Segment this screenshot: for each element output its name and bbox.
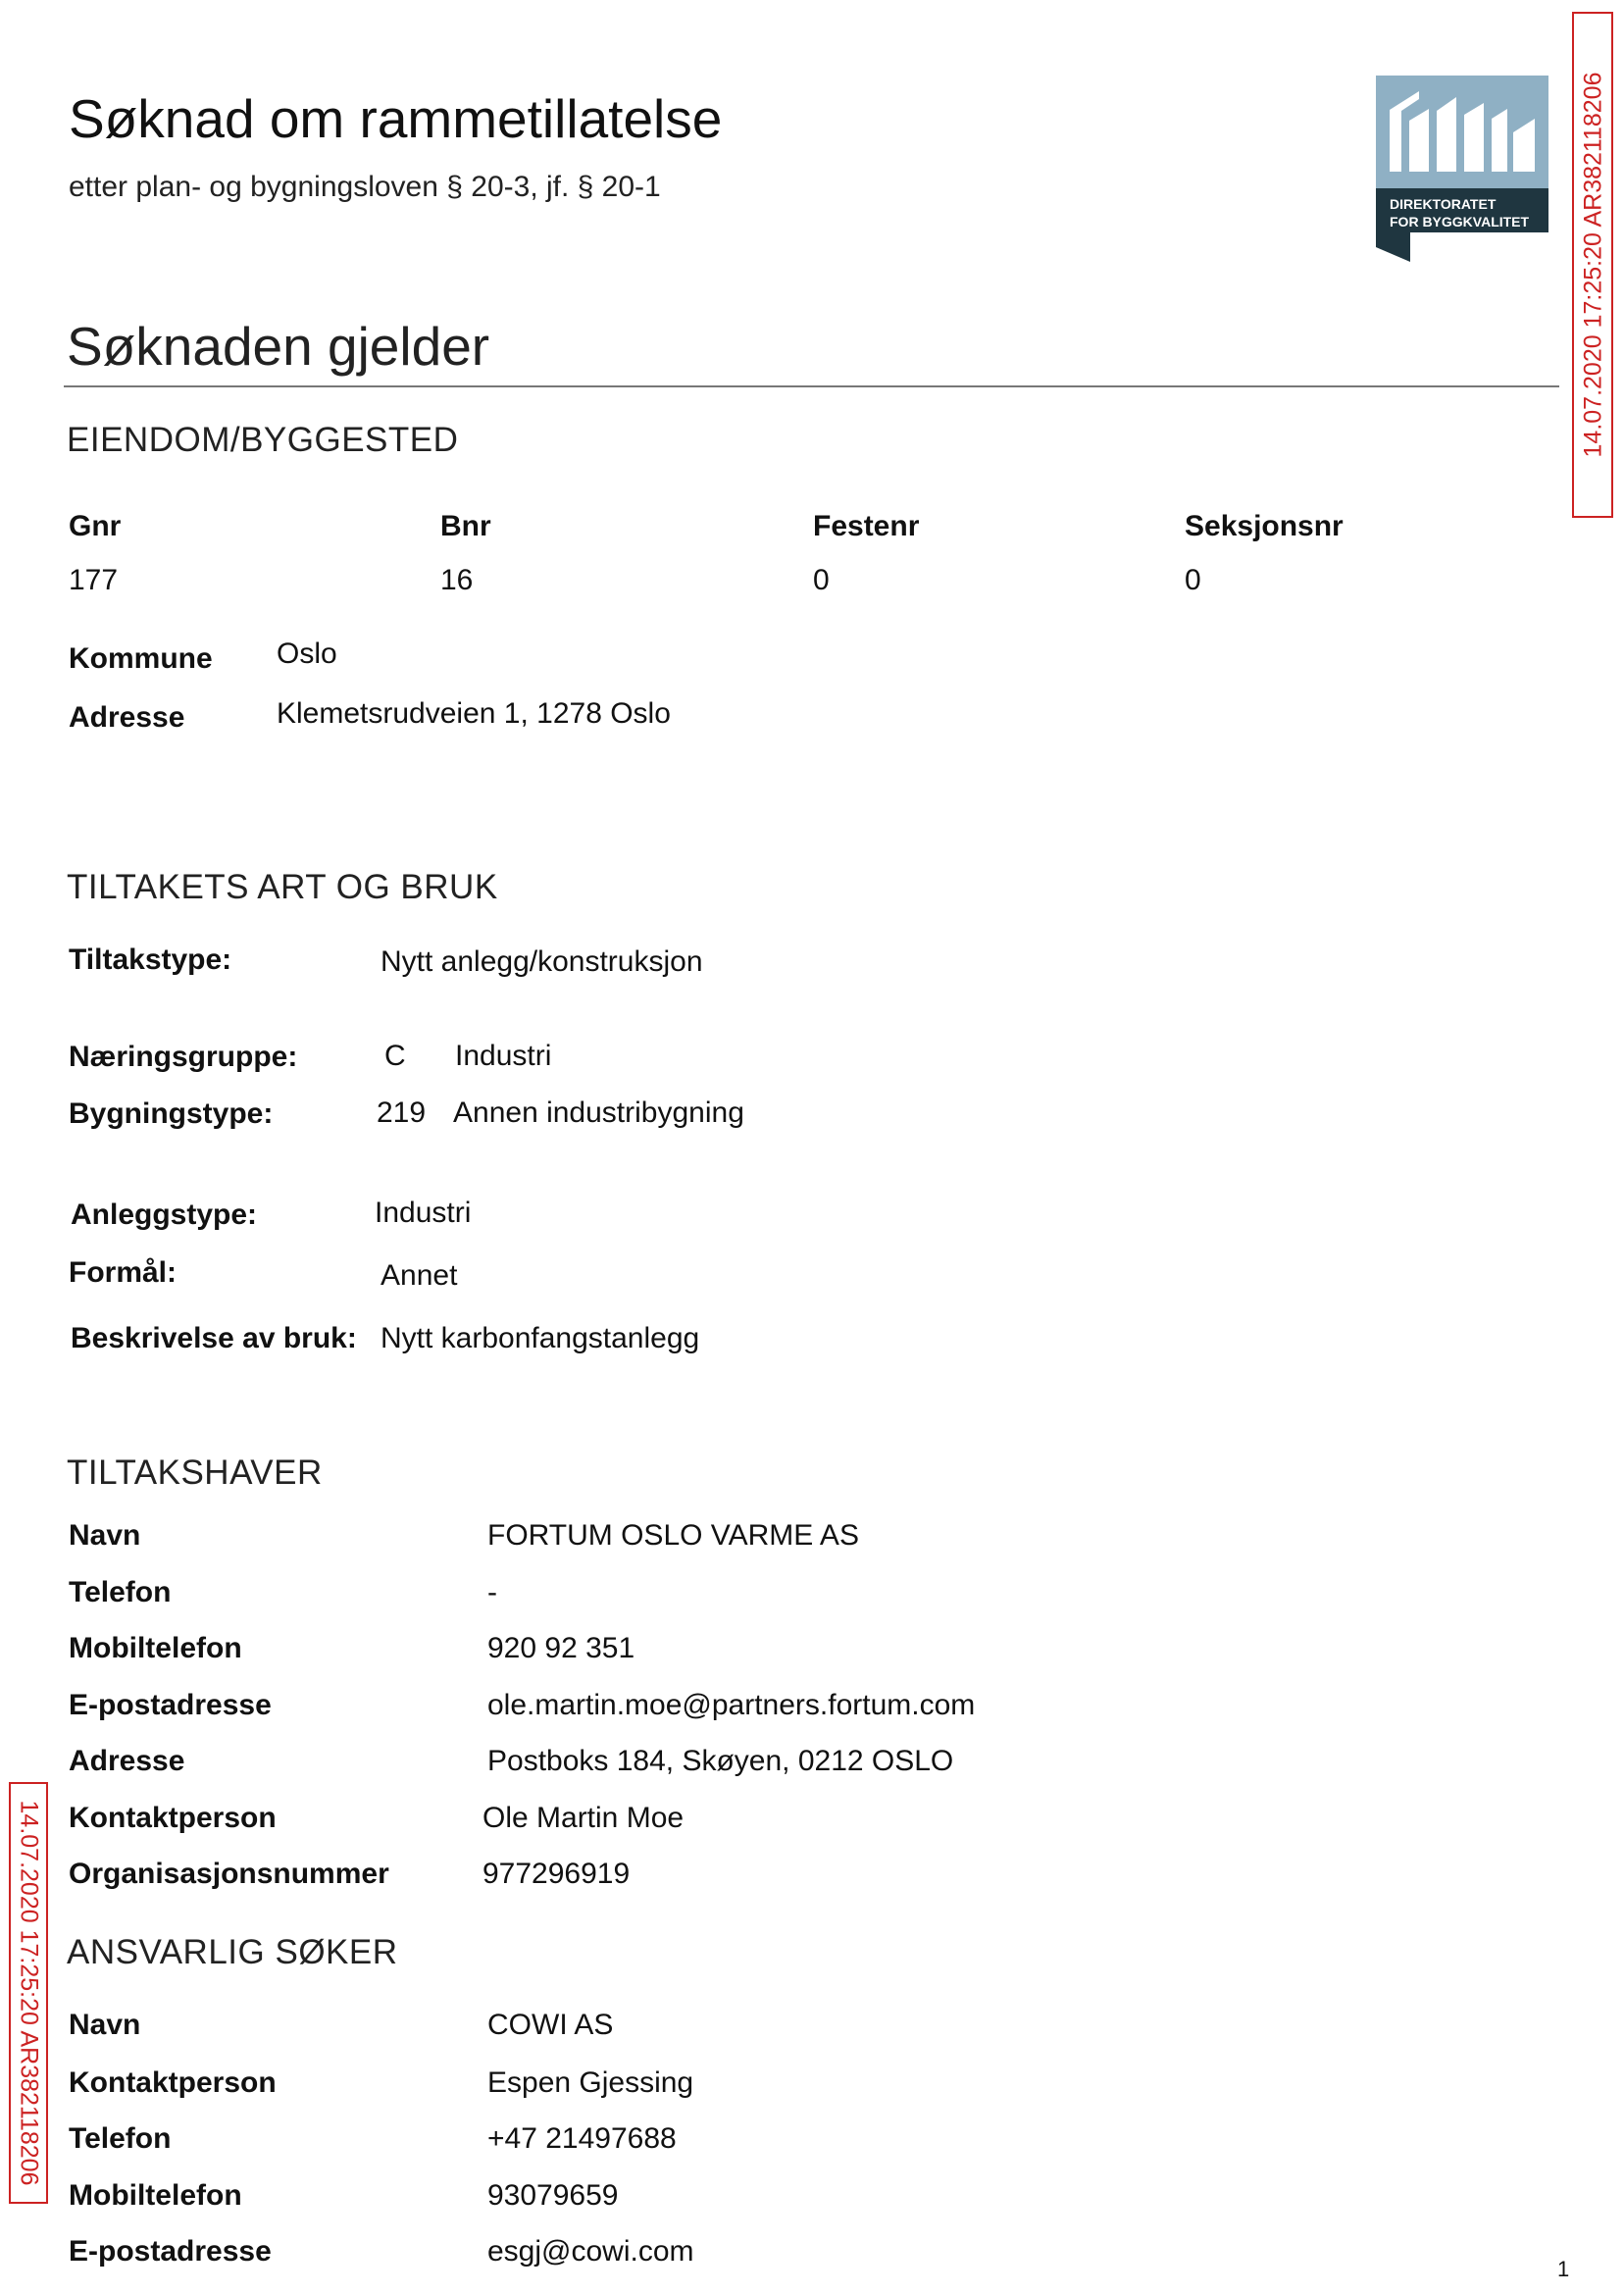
soker-epost-label: E-postadresse	[69, 2235, 272, 2268]
tiltakshaver-mobil-label: Mobiltelefon	[69, 1632, 242, 1664]
tiltakshaver-mobil-value: 920 92 351	[487, 1632, 635, 1664]
adresse-label: Adresse	[69, 701, 185, 734]
tiltakshaver-heading: TILTAKSHAVER	[67, 1453, 323, 1492]
naeringsgruppe-code: C	[384, 1040, 406, 1072]
formaal-value: Annet	[381, 1259, 458, 1292]
section-divider	[64, 385, 1559, 387]
stamp-text: 14.07.2020 17:25:20 AR382118206	[15, 1800, 42, 2186]
gnr-label: Gnr	[69, 510, 122, 542]
tiltakshaver-navn-value: FORTUM OSLO VARME AS	[487, 1519, 859, 1552]
document-subtitle: etter plan- og bygningsloven § 20-3, jf. § 20-1	[69, 171, 661, 203]
bnr-value: 16	[440, 564, 474, 596]
soker-telefon-value: +47 21497688	[487, 2122, 677, 2155]
festenr-label: Festenr	[813, 510, 920, 542]
soker-mobil-label: Mobiltelefon	[69, 2179, 242, 2212]
anleggstype-value: Industri	[375, 1197, 472, 1229]
tiltakshaver-orgnr-value: 977296919	[482, 1858, 631, 1890]
gnr-value: 177	[69, 564, 119, 596]
eiendom-heading: EIENDOM/BYGGESTED	[67, 421, 459, 459]
tiltakshaver-kontaktperson-value: Ole Martin Moe	[482, 1802, 685, 1834]
tiltakshaver-adresse-value: Postboks 184, Skøyen, 0212 OSLO	[487, 1745, 954, 1777]
tiltakshaver-adresse-label: Adresse	[69, 1745, 185, 1777]
seksjonsnr-value: 0	[1185, 564, 1201, 596]
tiltakstype-label: Tiltakstype:	[69, 943, 232, 976]
tiltakshaver-telefon-value: -	[487, 1576, 497, 1608]
logo-text-line2: FOR BYGGKVALITET	[1390, 214, 1530, 229]
tiltakshaver-kontaktperson-label: Kontaktperson	[69, 1802, 277, 1834]
soker-mobil-value: 93079659	[487, 2179, 619, 2212]
kommune-label: Kommune	[69, 642, 213, 675]
soker-navn-label: Navn	[69, 2009, 141, 2041]
logo-text-line1: DIREKTORATET	[1390, 196, 1497, 212]
kommune-value: Oslo	[277, 637, 337, 670]
dibk-logo	[1376, 76, 1548, 263]
stamp-text: 14.07.2020 17:25:20 AR382118206	[1579, 72, 1606, 458]
soker-kontaktperson-value: Espen Gjessing	[487, 2066, 694, 2099]
tiltak-heading: TILTAKETS ART OG BRUK	[67, 868, 498, 906]
tiltakshaver-epost-label: E-postadresse	[69, 1689, 272, 1721]
beskrivelse-label: Beskrivelse av bruk:	[71, 1322, 357, 1354]
soker-telefon-label: Telefon	[69, 2122, 172, 2155]
document-title: Søknad om rammetillatelse	[69, 88, 723, 149]
tiltakshaver-epost-value: ole.martin.moe@partners.fortum.com	[487, 1689, 976, 1721]
section-title: Søknaden gjelder	[67, 316, 490, 377]
tiltakstype-value: Nytt anlegg/konstruksjon	[381, 945, 703, 978]
bnr-label: Bnr	[440, 510, 491, 542]
soker-epost-value: esgj@cowi.com	[487, 2235, 694, 2268]
adresse-value: Klemetsrudveien 1, 1278 Oslo	[277, 697, 671, 730]
festenr-value: 0	[813, 564, 830, 596]
tiltakshaver-navn-label: Navn	[69, 1519, 141, 1552]
soker-kontaktperson-label: Kontaktperson	[69, 2066, 277, 2099]
naeringsgruppe-label: Næringsgruppe:	[69, 1041, 298, 1073]
bygningstype-label: Bygningstype:	[69, 1097, 274, 1130]
tiltakshaver-telefon-label: Telefon	[69, 1576, 172, 1608]
anleggstype-label: Anleggstype:	[71, 1198, 258, 1231]
formaal-label: Formål:	[69, 1256, 178, 1289]
soker-navn-value: COWI AS	[487, 2009, 614, 2041]
bygningstype-value: Annen industribygning	[453, 1096, 744, 1129]
seksjonsnr-label: Seksjonsnr	[1185, 510, 1344, 542]
bygningstype-code: 219	[377, 1096, 427, 1129]
tiltakshaver-orgnr-label: Organisasjonsnummer	[69, 1858, 389, 1890]
beskrivelse-value: Nytt karbonfangstanlegg	[381, 1322, 700, 1354]
page-number: 1	[1557, 2257, 1570, 2281]
naeringsgruppe-value: Industri	[455, 1040, 552, 1072]
ansvarlig-soker-heading: ANSVARLIG SØKER	[67, 1933, 398, 1971]
archive-stamp-right	[1572, 12, 1613, 518]
archive-stamp-left	[9, 1782, 48, 2204]
dibk-logo-graphic	[1376, 76, 1548, 263]
